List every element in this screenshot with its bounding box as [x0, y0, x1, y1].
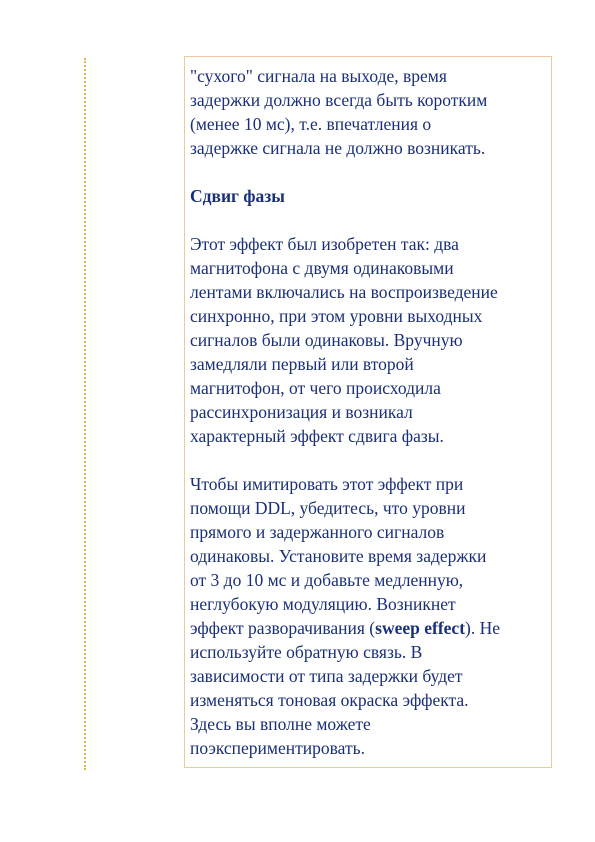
paragraph-ddl-text-before: Чтобы имитировать этот эффект при помощи DDL, убедитесь, что уровни прямого и задержанного сигналов одинаковы. Установите время задержки от 3 до 10 мс и добавьте медленную, неглубокую модуляцию. Возникнет эффект разворачивания (: [190, 474, 487, 638]
document-body: [190, 64, 550, 784]
section-heading: Сдвиг фазы: [190, 186, 285, 206]
paragraph-dry-signal: "сухого" сигнала на выходе, время задержки должно всегда быть коротким (менее 10 мс), т.е. впечатления о задержке сигнала не должно возникать.: [190, 66, 488, 158]
paragraph-ddl-imitation: [190, 472, 550, 760]
margin-dotted-rule: [84, 58, 86, 770]
paragraph-phase-shift-history: Этот эффект был изобретен так: два магнитофона с двумя одинаковыми лентами включались на воспроизведение синхронно, при этом уровни выходных сигналов были одинаковы. Вручную замедляли первый или второй магнитофон, от чего происходила рассинхронизация и возникал характерный эффект сдвига фазы.: [190, 234, 498, 446]
sweep-effect-term: sweep effect: [375, 618, 466, 638]
paragraph-ddl-text-after: ). Не используйте обратную связь. В зависимости от типа задержки будет изменяться тоновая окраска эффекта. Здесь вы вполне можете поэкспериментировать.: [190, 618, 501, 758]
